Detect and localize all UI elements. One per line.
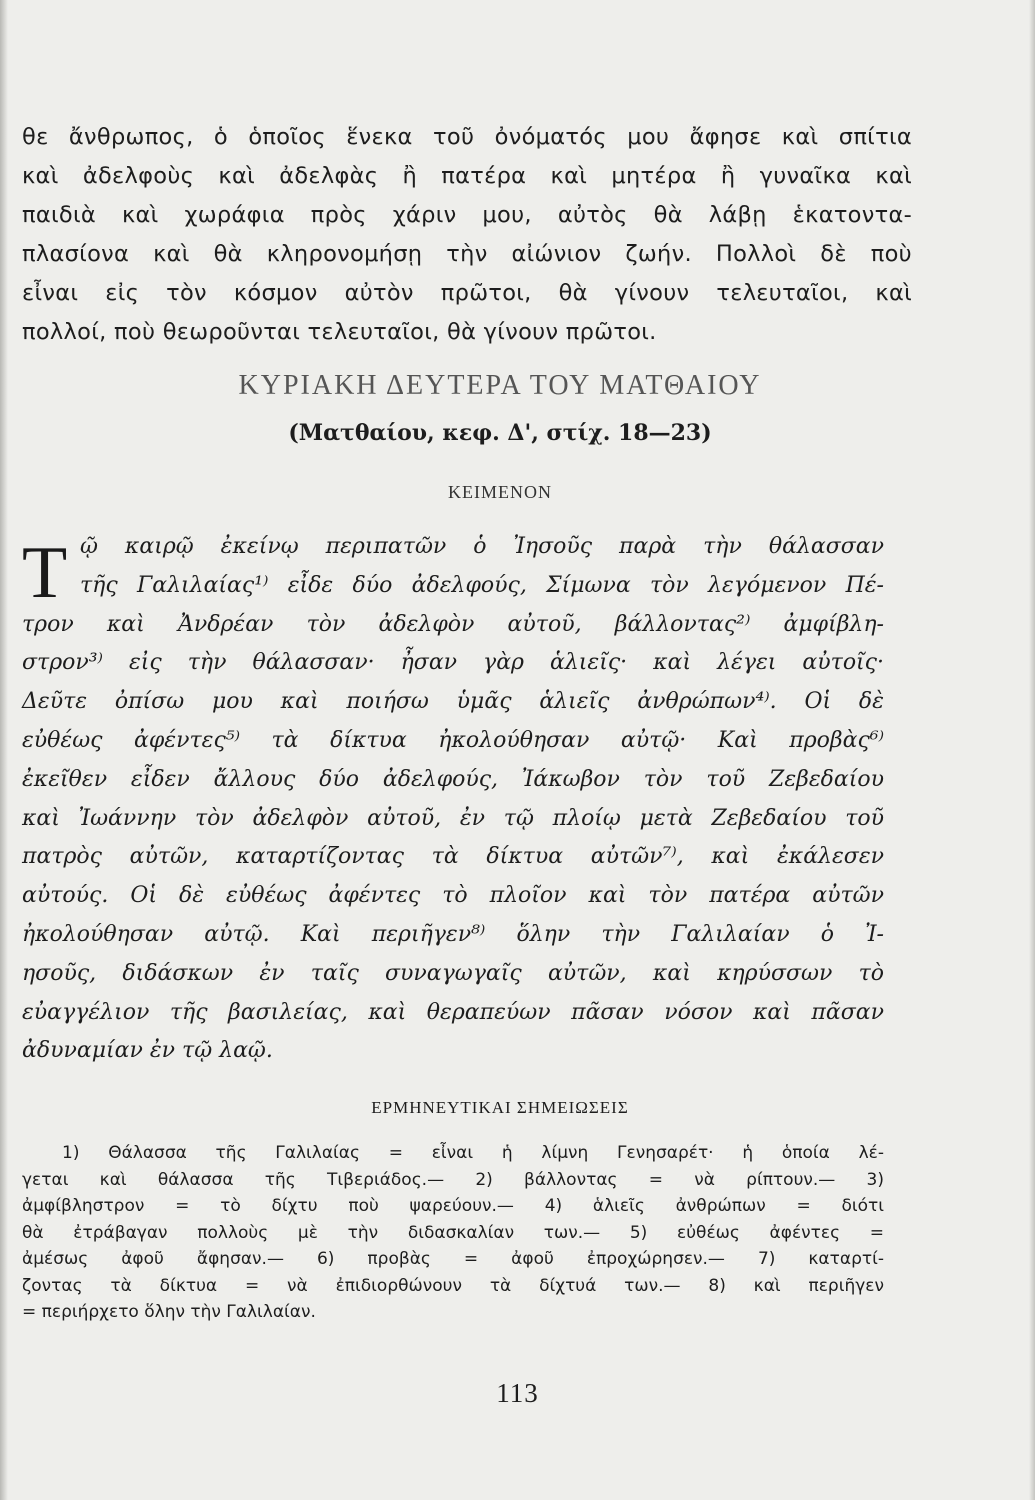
text-line: θε ἄνθρωπος, ὁ ὁποῖος ἕνεκα τοῦ ὀνόματός μου ἄφησε καὶ σπίτια <box>22 124 912 150</box>
note-line: ζοντας τὰ δίκτυα = νὰ ἐπιδιορθώνουν τὰ δίχτυά των.— 8) καὶ περιῆγεν <box>22 1275 884 1296</box>
text-line: εὐθέως ἀφέντες⁵⁾ τὰ δίκτυα ἠκολούθησαν αὐτῷ· Καὶ προβὰς⁶⁾ <box>22 727 884 753</box>
note-line: ἀμέσως ἀφοῦ ἄφησαν.— 6) προβὰς = ἀφοῦ ἐπροχώρησεν.— 7) καταρτί- <box>22 1249 884 1269</box>
note-line: γεται καὶ θάλασσα τῆς Τιβεριάδος.— 2) βάλλοντας = νὰ ρίπτουν.— 3) <box>22 1169 884 1190</box>
text-line: παιδιὰ καὶ χωράφια πρὸς χάριν μου, αὐτὸς θὰ λάβῃ ἑκατοντα- <box>22 202 912 228</box>
text-line: ἐκεῖθεν εἶδεν ἄλλους δύο ἀδελφούς, Ἰάκωβον τὸν τοῦ Ζεβεδαίου <box>22 766 884 792</box>
text-line: ῷ καιρῷ ἐκείνῳ περιπατῶν ὁ Ἰησοῦς παρὰ τὴν θάλασσαν <box>80 534 884 559</box>
text-line: καὶ Ἰωάννην τὸν ἀδελφὸν αὐτοῦ, ἐν τῷ πλοίῳ μετὰ Ζεβεδαίου τοῦ <box>22 805 884 831</box>
text-line: τρον καὶ Ἀνδρέαν τὸν ἀδελφὸν αὐτοῦ, βάλλοντας²⁾ ἀμφίβλη- <box>22 611 884 637</box>
continued-paragraph <box>22 118 912 352</box>
note-line: = περιήρχετο ὅλην τὴν Γαλιλαίαν. <box>22 1302 316 1322</box>
text-line: ἀδυναμίαν ἐν τῷ λαῷ. <box>22 1038 273 1064</box>
text-line: εἶναι εἰς τὸν κόσμον αὐτὸν πρῶτοι, θὰ γίνουν τελευταῖοι, καὶ <box>22 280 912 306</box>
explanatory-notes <box>22 1140 884 1326</box>
note-line: θὰ ἐτράβαγαν πολλοὺς μὲ τὴν διδασκαλίαν των.— 5) εὐθέως ἀφέντες = <box>22 1222 884 1243</box>
text-line: ἠκολούθησαν αὐτῷ. Καὶ περιῆγεν⁸⁾ ὅλην τὴν Γαλιλαίαν ὁ Ἰ- <box>22 921 884 947</box>
notes-title: ΕΡΜΗΝΕΥΤΙΚΑΙ ΣΗΜΕΙΩΣΕΙΣ <box>371 1098 629 1117</box>
scripture-text <box>22 528 884 1071</box>
text-line: πολλοί, ποὺ θεωροῦνται τελευταῖοι, θὰ γίνουν πρῶτοι. <box>22 319 657 345</box>
scripture-reference: (Ματθαίου, κεφ. Δ', στίχ. 18—23) <box>288 420 712 446</box>
text-line: στρον³⁾ εἰς τὴν θάλασσαν· ἦσαν γὰρ ἁλιεῖς· καὶ λέγει αὐτοῖς· <box>22 650 884 676</box>
text-line: εὐαγγέλιον τῆς βασιλείας, καὶ θεραπεύων πᾶσαν νόσον καὶ πᾶσαν <box>22 999 884 1025</box>
page-edge-shadow <box>1029 0 1035 1500</box>
text-line: τῆς Γαλιλαίας¹⁾ εἶδε δύο ἀδελφούς, Σίμωνα τὸν λεγόμενον Πέ- <box>80 572 884 598</box>
section-title: ΚΥΡΙΑΚΗ ΔΕΥΤΕΡΑ ΤΟΥ ΜΑΤΘΑΙΟΥ <box>238 370 762 401</box>
drop-cap: Τ <box>22 532 68 614</box>
section-subtitle: ΚΕΙΜΕΝΟΝ <box>448 482 552 502</box>
text-line: πατρὸς αὐτῶν, καταρτίζοντας τὰ δίκτυα αὐτῶν⁷⁾, καὶ ἐκάλεσεν <box>22 844 884 870</box>
note-line: ἀμφίβληστρον = τὸ δίχτυ ποὺ ψαρεύουν.— 4) ἁλιεῖς ἀνθρώπων = διότι <box>22 1196 884 1216</box>
text-line: ησοῦς, διδάσκων ἐν ταῖς συναγωγαῖς αὐτῶν, καὶ κηρύσσων τὸ <box>22 960 884 986</box>
page-binding-shadow <box>0 0 8 1500</box>
text-line: καὶ ἀδελφοὺς καὶ ἀδελφὰς ἢ πατέρα καὶ μητέρα ἢ γυναῖκα καὶ <box>22 163 912 189</box>
text-line: Δεῦτε ὀπίσω μου καὶ ποιήσω ὑμᾶς ἁλιεῖς ἀνθρώπων⁴⁾. Οἱ δὲ <box>22 689 884 715</box>
text-line: αὐτούς. Οἱ δὲ εὐθέως ἀφέντες τὸ πλοῖον καὶ τὸν πατέρα αὐτῶν <box>22 883 884 909</box>
page-number: 113 <box>496 1378 539 1408</box>
text-line: πλασίονα καὶ θὰ κληρονομήσῃ τὴν αἰώνιον ζωήν. Πολλοὶ δὲ ποὺ <box>22 241 912 267</box>
note-line: 1) Θάλασσα τῆς Γαλιλαίας = εἶναι ἡ λίμνη Γενησαρέτ· ἡ ὁποία λέ- <box>62 1143 884 1163</box>
